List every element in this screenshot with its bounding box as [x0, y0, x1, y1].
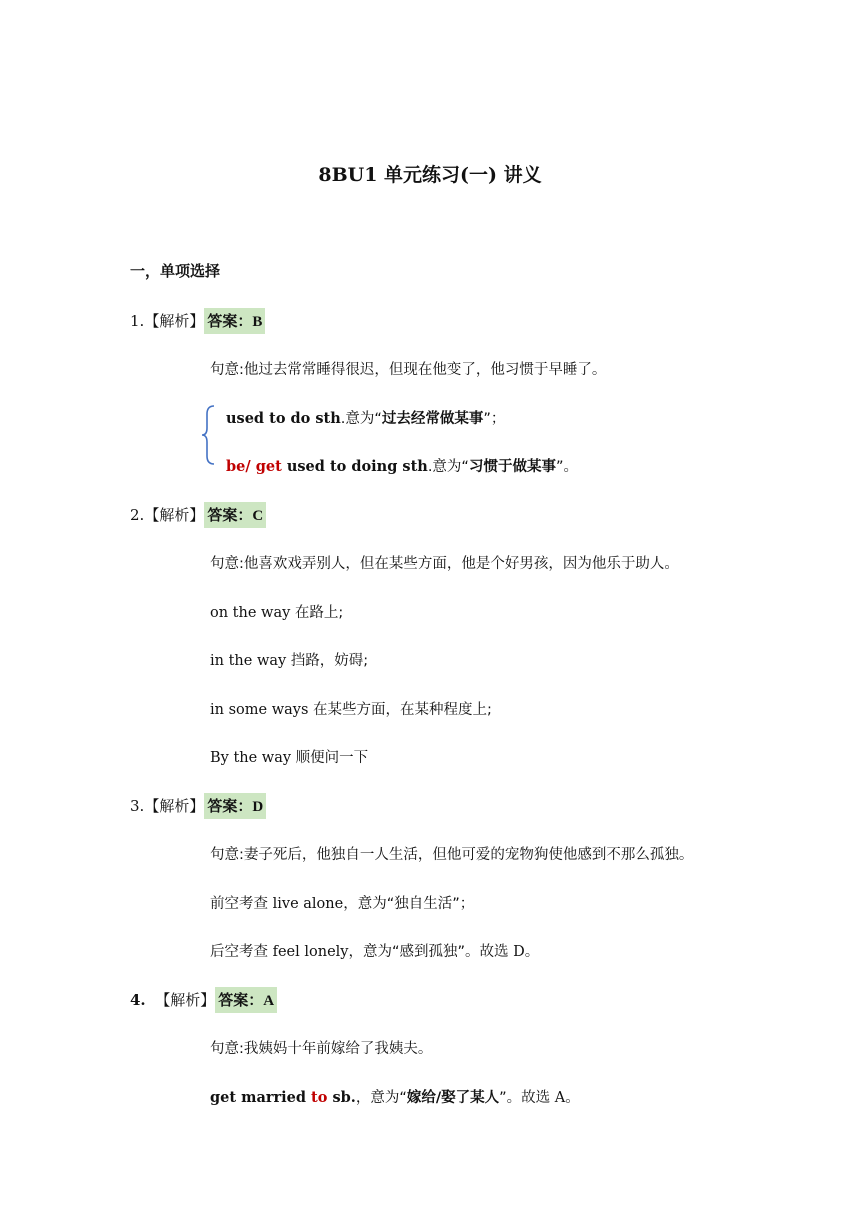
phrase-end: ”。	[555, 459, 578, 475]
phrase-end: ”。故选	[499, 1090, 555, 1106]
line-cn: 在某些方面，在某种程度上;	[313, 702, 492, 718]
line-en: in some ways	[210, 702, 313, 718]
phrase-letter: A	[554, 1090, 566, 1106]
q2-line-1	[210, 601, 343, 622]
q1-phrase-2	[226, 455, 578, 476]
line-cn: 挡路，妨碍;	[290, 653, 369, 669]
line-en: on the way	[210, 605, 295, 621]
q3-header	[130, 795, 266, 816]
q1-phrase-1	[226, 407, 505, 428]
q2-header	[130, 504, 266, 525]
phrase-en: sb.	[327, 1089, 356, 1106]
q3-number: 3.	[130, 797, 145, 815]
page-title: 8BU1 单元练习(一) 讲义	[318, 164, 542, 186]
q4-number: 4.	[130, 991, 146, 1009]
q2-answer	[204, 502, 266, 528]
answer-label: 答案：	[207, 797, 253, 815]
line-en: in the way	[210, 653, 291, 669]
phrase-mid: .意为“	[340, 411, 382, 427]
phrase-en: used to do sth	[226, 410, 341, 427]
meaning-text: 我姨妈十年前嫁给了我姨夫。	[243, 1041, 433, 1057]
answer-letter: C	[252, 508, 264, 524]
phrase-en: get married	[210, 1089, 312, 1106]
q3-front-blank	[210, 892, 474, 913]
q2-line-2	[210, 649, 368, 670]
answer-label: 答案：	[207, 506, 253, 524]
line-mid: ，意为“感到孤独”。故选	[348, 944, 514, 960]
phrase-cn: 过去经常做某事	[381, 411, 484, 427]
line-cn: 在路上;	[294, 605, 344, 621]
q3-tag: 【解析】	[144, 797, 205, 815]
meaning-text: 他喜欢戏弄别人，但在某些方面，他是个好男孩，因为他乐于助人。	[243, 556, 679, 572]
q2-line-4	[210, 746, 368, 767]
answer-label: 答案：	[218, 991, 264, 1009]
phrase-cn: 嫁给/娶了某人	[406, 1090, 500, 1106]
meaning-text: 他过去常常睡得很迟，但现在他变了，他习惯于早睡了。	[243, 362, 607, 378]
q2-line-3	[210, 698, 492, 719]
line-en: feel lonely	[272, 944, 349, 960]
q4-phrase	[210, 1086, 580, 1107]
phrase-final: 。	[565, 1090, 580, 1106]
line-en: live alone	[272, 896, 344, 912]
line-mid: ，意为“独自生活”；	[343, 896, 475, 912]
answer-letter: A	[263, 993, 275, 1009]
q2-number: 2.	[130, 506, 145, 524]
line-cn: 顺便问一下	[295, 750, 369, 766]
q1-number: 1.	[130, 312, 145, 330]
q1-answer	[204, 308, 265, 334]
phrase-en: used to doing sth	[281, 458, 428, 475]
q1-tag: 【解析】	[144, 312, 205, 330]
phrase-red: to	[311, 1089, 328, 1106]
q2-tag: 【解析】	[144, 506, 205, 524]
section-heading: 一，单项选择	[130, 262, 221, 280]
meaning-text: 妻子死后，他独自一人生活，但他可爱的宠物狗使他感到不那么孤独。	[243, 847, 694, 863]
q2-meaning	[210, 552, 679, 573]
line-letter: D	[513, 944, 525, 960]
phrase-mid: ，意为“	[355, 1090, 407, 1106]
q4-tag: 【解析】	[155, 991, 216, 1009]
line-en: By the way	[210, 750, 296, 766]
phrase-mid: .意为“	[427, 459, 469, 475]
q3-answer	[204, 793, 266, 819]
answer-letter: B	[252, 314, 263, 330]
q3-meaning	[210, 843, 693, 864]
answer-letter: D	[252, 799, 264, 815]
meaning-prefix: 句意:	[210, 556, 244, 572]
line-end: 。	[524, 944, 540, 960]
meaning-prefix: 句意:	[210, 1041, 244, 1057]
q4-answer	[215, 987, 277, 1013]
q4-meaning	[210, 1037, 432, 1058]
q1-meaning	[210, 358, 606, 379]
left-brace-icon	[200, 404, 216, 466]
q4-header	[130, 989, 277, 1010]
answer-label: 答案：	[207, 312, 253, 330]
meaning-prefix: 句意:	[210, 362, 244, 378]
q3-back-blank	[210, 940, 539, 961]
phrase-cn: 习惯于做某事	[468, 459, 556, 475]
phrase-red: be/ get	[226, 458, 282, 475]
meaning-prefix: 句意:	[210, 847, 244, 863]
line-cn: 后空考查	[210, 944, 273, 960]
phrase-end: ”；	[483, 411, 506, 427]
q1-header	[130, 310, 265, 331]
line-cn: 前空考查	[210, 896, 273, 912]
